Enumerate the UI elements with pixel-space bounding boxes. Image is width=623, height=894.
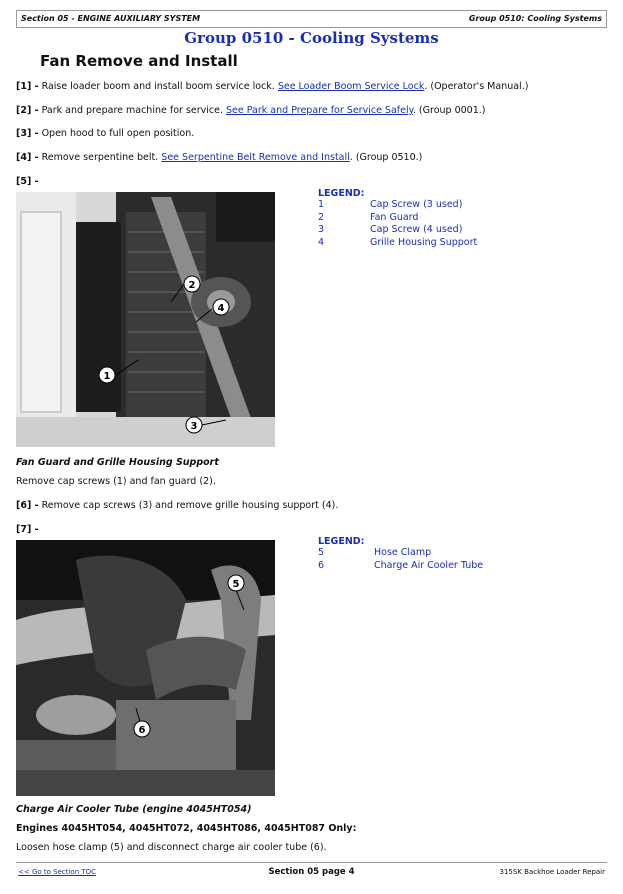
legend-1 bbox=[318, 188, 477, 249]
callout-3-label: 3 bbox=[190, 421, 198, 432]
legend-num: 1 bbox=[318, 199, 325, 210]
step5-text: Remove cap screws (1) and fan guard (2). bbox=[16, 476, 216, 487]
step-number: [1] - bbox=[16, 81, 39, 92]
step-after: . (Operator's Manual.) bbox=[424, 81, 529, 92]
legend-num: 3 bbox=[318, 224, 325, 235]
step-5 bbox=[16, 176, 39, 187]
legend-item bbox=[318, 224, 477, 237]
legend-item bbox=[318, 237, 477, 250]
legend-title: LEGEND: bbox=[318, 536, 365, 547]
step-4 bbox=[16, 152, 422, 163]
legend-num: 2 bbox=[318, 211, 325, 223]
callout-2-label: 2 bbox=[188, 280, 196, 291]
header-group: Group 0510: Cooling Systems bbox=[468, 14, 602, 23]
group-title: Group 0510 - Cooling Systems bbox=[184, 29, 439, 47]
step-number: [3] - bbox=[16, 128, 39, 139]
park-prepare-link[interactable]: See Park and Prepare for Service Safely bbox=[226, 105, 413, 116]
legend-label: Cap Screw (3 used) bbox=[370, 199, 463, 210]
legend-label: Hose Clamp bbox=[374, 547, 432, 558]
page-title: Fan Remove and Install bbox=[40, 52, 238, 70]
step-number: [7] - bbox=[16, 524, 39, 535]
callout-6-label: 6 bbox=[138, 725, 146, 736]
callout-4-label: 4 bbox=[217, 303, 225, 314]
page-header bbox=[16, 10, 607, 28]
legend-title: LEGEND: bbox=[318, 188, 365, 199]
step-number: [5] - bbox=[16, 176, 39, 187]
step-6 bbox=[16, 500, 338, 511]
legend-num: 6 bbox=[318, 559, 325, 571]
step-text: Open hood to full open position. bbox=[41, 128, 195, 139]
section-toc-link[interactable]: << Go to Section TOC bbox=[18, 868, 97, 876]
page-footer bbox=[16, 862, 607, 877]
legend-num: 5 bbox=[318, 547, 325, 558]
serpentine-belt-link[interactable]: See Serpentine Belt Remove and Install bbox=[161, 152, 350, 163]
loader-boom-lock-link[interactable]: See Loader Boom Service Lock bbox=[277, 81, 425, 92]
page-number: Section 05 page 4 bbox=[268, 867, 355, 877]
legend-label: Fan Guard bbox=[370, 211, 419, 223]
callout-5-label: 5 bbox=[232, 579, 240, 590]
legend-label: Charge Air Cooler Tube bbox=[374, 559, 484, 571]
step-number: [4] - bbox=[16, 152, 39, 163]
legend-item bbox=[318, 199, 477, 212]
charge-air-caption: Charge Air Cooler Tube (engine 4045HT054) bbox=[16, 804, 252, 815]
photo1-callouts bbox=[16, 192, 275, 447]
step-number: [6] - bbox=[16, 500, 39, 511]
manual-title: 315SK Backhoe Loader Repair bbox=[499, 868, 605, 876]
step-after: . (Group 0510.) bbox=[349, 152, 423, 163]
fan-guard-caption: Fan Guard and Grille Housing Support bbox=[16, 457, 219, 468]
step-after: . (Group 0001.) bbox=[412, 105, 486, 116]
legend-item bbox=[318, 212, 477, 225]
photo2-callouts bbox=[16, 540, 275, 796]
legend-label: Cap Screw (4 used) bbox=[370, 224, 463, 235]
callout-1-label: 1 bbox=[103, 371, 111, 382]
step-7 bbox=[16, 524, 39, 535]
step-1 bbox=[16, 81, 528, 92]
legend-item bbox=[318, 547, 483, 560]
engines-note: Engines 4045HT054, 4045HT072, 4045HT086, 4045HT087 Only: bbox=[16, 823, 357, 834]
legend-label: Grille Housing Support bbox=[370, 236, 478, 248]
step-text: Raise loader boom and install boom service lock. bbox=[41, 81, 275, 92]
step-3 bbox=[16, 128, 194, 139]
legend-num: 4 bbox=[318, 236, 325, 248]
step-text: Park and prepare machine for service. bbox=[41, 105, 223, 116]
charge-air-cooler-photo bbox=[16, 540, 275, 796]
step7-text: Loosen hose clamp (5) and disconnect charge air cooler tube (6). bbox=[16, 842, 327, 853]
step-number: [2] - bbox=[16, 105, 39, 116]
step-text: Remove cap screws (3) and remove grille housing support (4). bbox=[41, 500, 339, 511]
header-section: Section 05 - ENGINE AUXILIARY SYSTEM bbox=[21, 14, 201, 23]
fan-guard-photo bbox=[16, 192, 275, 447]
legend-item bbox=[318, 560, 483, 573]
legend-2 bbox=[318, 536, 483, 572]
step-2 bbox=[16, 105, 485, 116]
step-text: Remove serpentine belt. bbox=[41, 152, 159, 163]
